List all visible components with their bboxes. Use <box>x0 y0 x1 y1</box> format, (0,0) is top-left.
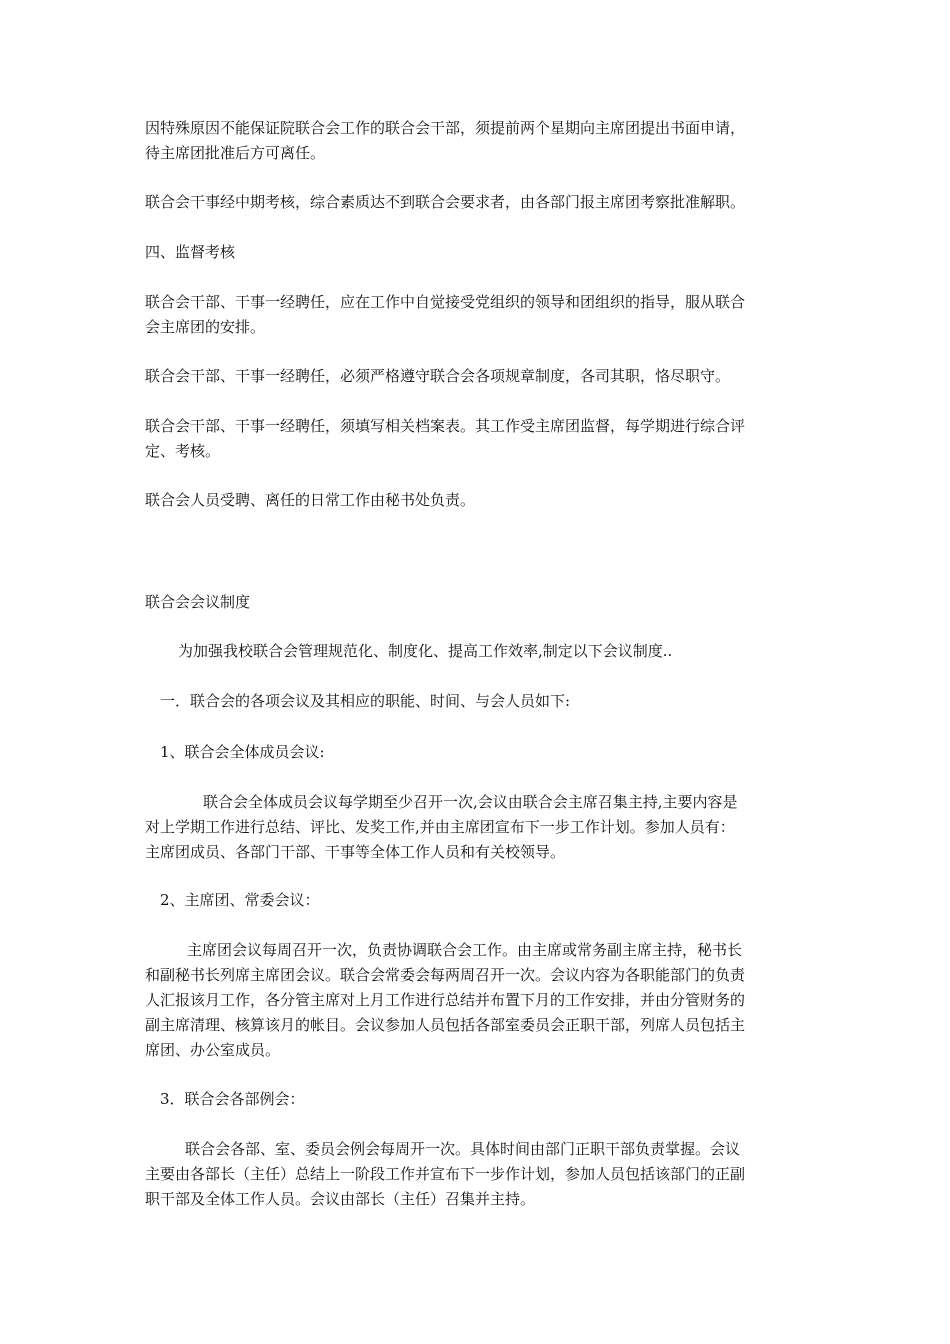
paragraph-rules <box>145 364 810 389</box>
text-line: 主席团成员、各部门干部、干事等全体工作人员和有关校领导。 <box>145 843 566 861</box>
paragraph-midterm-review <box>145 190 810 215</box>
text-line: 联合会会议制度 <box>145 593 251 611</box>
text-line: 3．联合会各部例会： <box>160 1090 305 1108</box>
text-line: 为加强我校联合会管理规范化、制度化、提高工作效率,制定以下会议制度.. <box>178 642 673 660</box>
paragraph-all-members-meeting <box>145 790 810 865</box>
text-line: 联合会干部、干事一经聘任，应在工作中自觉接受党组织的领导和团组织的指导，服从联合 <box>145 293 746 311</box>
text-line: 联合会干部、干事一经聘任，须填写相关档案表。其工作受主席团监督，每学期进行综合评 <box>145 417 746 435</box>
text-line: 联合会干事经中期考核，综合素质达不到联合会要求者，由各部门报主席团考察批准解职。 <box>145 193 746 211</box>
text-line: 对上学期工作进行总结、评比、发奖工作,并由主席团宣布下一步工作计划。参加人员有： <box>145 818 735 836</box>
paragraph-department-meeting <box>145 1137 810 1212</box>
text-line: 主要由各部长（主任）总结上一阶段工作并宣布下一步作计划，参加人员包括该部门的正副 <box>145 1165 746 1183</box>
text-line: 席团、办公室成员。 <box>145 1041 281 1059</box>
text-line: 待主席团批准后方可离任。 <box>145 144 326 162</box>
text-line: 2、主席团、常委会议： <box>160 891 320 909</box>
paragraph-archives <box>145 414 810 464</box>
paragraph-intro <box>178 639 810 664</box>
subheading-department-meeting <box>160 1087 810 1112</box>
text-line: 联合会人员受聘、离任的日常工作由秘书处负责。 <box>145 491 476 509</box>
text-line: 会主席团的安排。 <box>145 318 266 336</box>
text-line: 主席团会议每周召开一次，负责协调联合会工作。由主席或常务副主席主持，秘书长 <box>187 941 743 959</box>
text-line: 联合会全体成员会议每学期至少召开一次,会议由联合会主席召集主持,主要内容是 <box>203 793 738 811</box>
text-line: 四、监督考核 <box>145 243 236 261</box>
text-line: 和副秘书长列席主席团会议。联合会常委会每两周召开一次。会议内容为各职能部门的负责 <box>145 966 746 984</box>
subheading-all-members-meeting <box>160 740 810 765</box>
subheading-presidium-meeting <box>160 888 810 913</box>
text-line: 一．联合会的各项会议及其相应的职能、时间、与会人员如下: <box>160 692 571 710</box>
text-line: 定、考核。 <box>145 442 221 460</box>
text-line: 联合会各部、室、委员会例会每周开一次。具体时间由部门正职干部负责掌握。会议 <box>185 1140 741 1158</box>
paragraph-presidium-meeting <box>145 938 810 1063</box>
text-line: 职干部及全体工作人员。会议由部长（主任）召集并主持。 <box>145 1190 536 1208</box>
text-line: 1、联合会全体成员会议: <box>160 743 325 761</box>
section-title-meeting-system <box>145 590 810 615</box>
text-line: 人汇报该月工作，各分管主席对上月工作进行总结并布置下月的工作安排，并由分管财务的 <box>145 991 746 1009</box>
section-heading-supervision <box>145 240 810 265</box>
paragraph-resignation-request <box>145 116 810 166</box>
section-heading-meetings <box>160 689 810 714</box>
text-line: 副主席清理、核算该月的帐目。会议参加人员包括各部室委员会正职干部，列席人员包括主 <box>145 1016 746 1034</box>
paragraph-secretariat <box>145 488 810 513</box>
text-line: 联合会干部、干事一经聘任，必须严格遵守联合会各项规章制度，各司其职，恪尽职守。 <box>145 367 731 385</box>
text-line: 因特殊原因不能保证院联合会工作的联合会干部，须提前两个星期向主席团提出书面申请， <box>145 119 746 137</box>
paragraph-leadership <box>145 290 810 340</box>
